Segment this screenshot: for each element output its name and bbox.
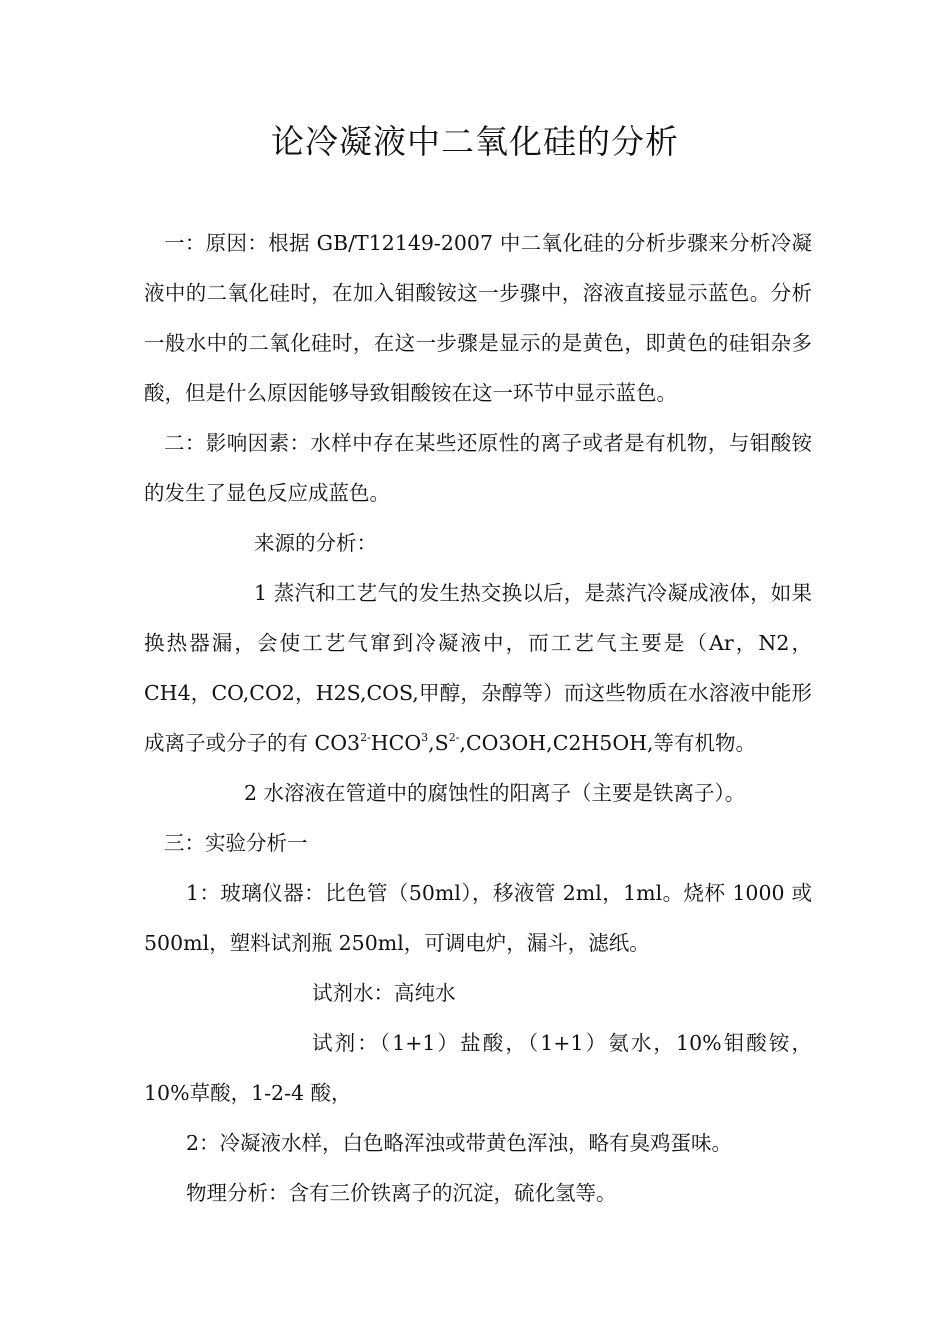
source-1-text-c: ,S <box>428 731 449 755</box>
superscript-s-charge: 2- <box>448 731 460 744</box>
paragraph-factors: 二：影响因素：水样中存在某些还原性的离子或者是有机物，与钼酸铵的发生了显色反应成蓝色。 <box>144 431 812 505</box>
document-body <box>144 218 812 1218</box>
source-1-text-b: HCO <box>370 731 422 755</box>
paragraph-source-1 <box>144 568 812 768</box>
paragraph-glassware: 1：玻璃仪器：比色管（50ml），移液管 2ml，1ml。烧杯 1000 或 500ml，塑料试剂瓶 250ml，可调电炉，漏斗，滤纸。 <box>144 881 812 955</box>
paragraph-source-heading: 来源的分析： <box>254 531 377 555</box>
paragraph-cause: 一：原因：根据 GB/T12149-2007 中二氧化硅的分析步骤来分析冷凝液中的二氧化硅时，在加入钼酸铵这一步骤中，溶液直接显示蓝色。分析一般水中的二氧化硅时，在这一步骤是显示的是黄色，即黄色的硅钼杂多酸，但是什么原因能够导致钼酸铵在这一环节中显示蓝色。 <box>144 231 812 405</box>
paragraph-reagent-water: 试剂水：高纯水 <box>312 981 456 1005</box>
paragraph-reagents: 试剂：（1+1）盐酸，（1+1）氨水，10%钼酸铵，10%草酸，1-2-4 酸， <box>144 1031 812 1105</box>
source-1-text-a: 1 蒸汽和工艺气的发生热交换以后，是蒸汽冷凝成液体，如果换热器漏，会使工艺气窜到冷凝液中，而工艺气主要是（Ar，N2，CH4，CO,CO2，H2S,COS,甲醇，杂醇等）而这些物质在水溶液中能形成离子或分子的有 CO3 <box>144 581 812 755</box>
document-title: 论冷凝液中二氧化硅的分析 <box>271 122 679 161</box>
source-1-text-d: ,CO3OH,C2H5OH,等有机物。 <box>459 731 757 755</box>
paragraph-physical-analysis: 物理分析：含有三价铁离子的沉淀，硫化氢等。 <box>186 1181 617 1205</box>
superscript-hco3: 3 <box>421 731 429 744</box>
superscript-co3-charge: 2- <box>360 731 371 744</box>
paragraph-sample: 2：冷凝液水样，白色略浑浊或带黄色浑浊，略有臭鸡蛋味。 <box>186 1131 733 1155</box>
paragraph-source-2: 2 水溶液在管道中的腐蚀性的阳离子（主要是铁离子）。 <box>244 781 746 805</box>
paragraph-experiment-heading: 三：实验分析一 <box>164 831 308 855</box>
